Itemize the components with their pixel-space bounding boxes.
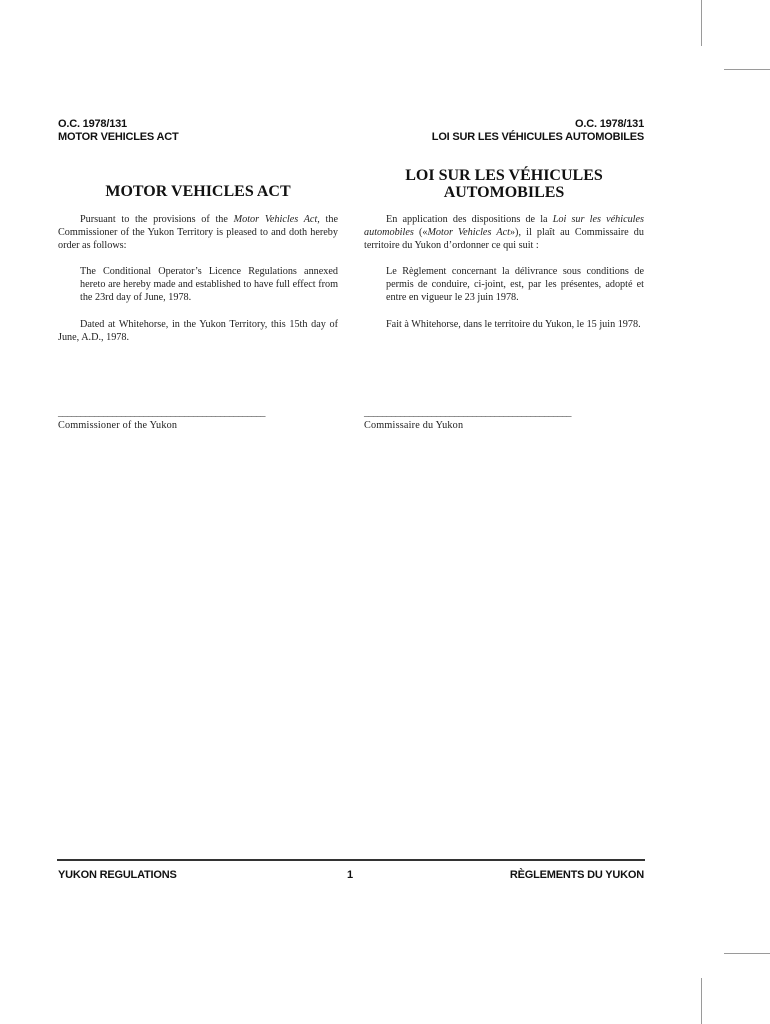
- french-title-line2: AUTOMOBILES: [443, 184, 565, 201]
- order-number-fr: O.C. 1978/131: [575, 118, 644, 130]
- english-paragraph-1: Pursuant to the provisions of the Motor Vehicles Act, the Commissioner of the Yukon Territory is pleased to and doth hereby order as follows:: [58, 214, 338, 251]
- french-paragraph-1: En application des dispositions de la Loi sur les véhicules automobiles («Motor Vehicles Act»), il plaît au Commissaire du territoire du Yukon d’ordonner ce qui suit :: [364, 214, 644, 251]
- english-signatory: Commissioner of the Yukon: [58, 420, 178, 431]
- crop-mark-top-vertical: [701, 0, 702, 46]
- french-column: [364, 213, 644, 252]
- crop-mark-top-horizontal: [724, 69, 770, 70]
- act-name-fr: LOI SUR LES VÉHICULES AUTOMOBILES: [431, 131, 644, 143]
- act-name: MOTOR VEHICLES ACT: [58, 131, 179, 143]
- crop-mark-bottom-horizontal: [724, 953, 770, 954]
- french-signatory: Commissaire du Yukon: [364, 420, 464, 431]
- crop-mark-bottom-vertical: [701, 978, 702, 1024]
- order-number: O.C. 1978/131: [58, 118, 127, 130]
- french-paragraph-2: Le Règlement concernant la délivrance sous conditions de permis de conduire, ci-joint, est, par les présentes, adopté et entre en vigueur le 23 juin 1978.: [386, 266, 644, 303]
- page-number: 1: [347, 869, 353, 881]
- english-column: [58, 213, 338, 252]
- french-signature-line: ______________________________________________: [364, 407, 571, 418]
- running-header-french: [432, 118, 644, 144]
- french-title: [364, 167, 644, 201]
- footer-left: YUKON REGULATIONS: [58, 869, 177, 881]
- english-title: MOTOR VEHICLES ACT: [105, 183, 291, 200]
- running-header-english: [58, 118, 178, 144]
- english-paragraph-3: Dated at Whitehorse, in the Yukon Territory, this 15th day of June, A.D., 1978.: [58, 319, 338, 343]
- footer-right: RÈGLEMENTS DU YUKON: [509, 869, 644, 881]
- english-paragraph-2: The Conditional Operator’s Licence Regulations annexed hereto are hereby made and established to have full effect from the 23rd day of June, 1978.: [80, 266, 338, 303]
- english-signature-line: ______________________________________________: [58, 407, 265, 418]
- french-paragraph-3: Fait à Whitehorse, dans le territoire du Yukon, le 15 juin 1978.: [386, 319, 641, 330]
- footer-rule: [57, 859, 645, 861]
- french-title-line1: LOI SUR LES VÉHICULES: [405, 167, 603, 184]
